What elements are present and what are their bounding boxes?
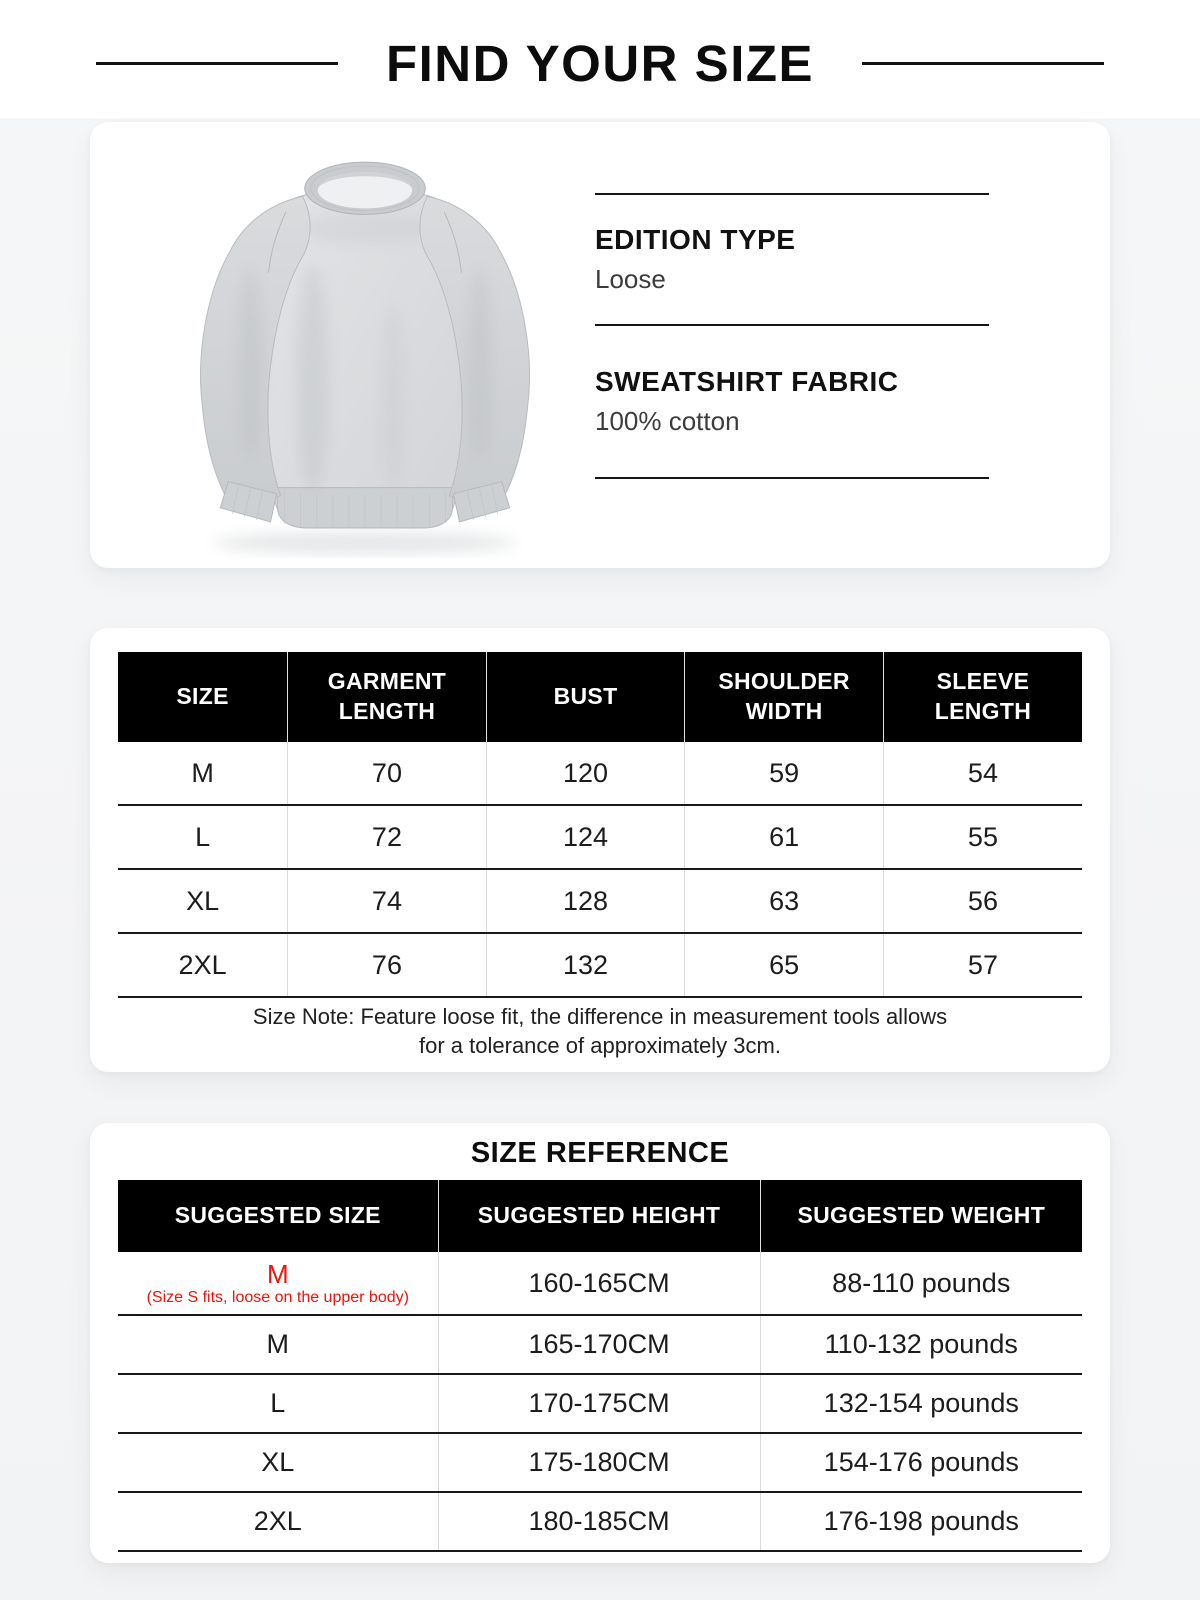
size-reference-table (118, 1180, 1082, 1552)
cell: 180-185CM (438, 1492, 760, 1551)
cell: 56 (883, 869, 1082, 933)
cell: 132 (486, 933, 685, 997)
cell: 165-170CM (438, 1315, 760, 1374)
suggested-size-value: M (266, 1258, 289, 1289)
table-row (118, 1433, 1082, 1492)
cell: 154-176 pounds (760, 1433, 1082, 1492)
cell: 2XL (118, 1492, 438, 1551)
cell: 65 (685, 933, 884, 997)
measurement-table (118, 652, 1082, 998)
cell: M (118, 1315, 438, 1374)
cell: 70 (288, 742, 487, 805)
col-header-size: SIZE (118, 652, 288, 742)
cell: 88-110 pounds (760, 1252, 1082, 1315)
table-row (118, 1492, 1082, 1551)
table-row (118, 1374, 1082, 1433)
spec-fabric (595, 365, 989, 437)
cell: 54 (883, 742, 1082, 805)
cell: 74 (288, 869, 487, 933)
cell: XL (118, 869, 288, 933)
measurement-header-row (118, 652, 1082, 742)
table-row (118, 805, 1082, 869)
suggested-size-note: (Size S fits, loose on the upper body) (146, 1288, 409, 1306)
col-header-suggested-size: SUGGESTED SIZE (118, 1180, 438, 1252)
table-row (118, 1315, 1082, 1374)
cell: L (118, 805, 288, 869)
spec-divider-middle (595, 324, 989, 326)
reference-header-row (118, 1180, 1082, 1252)
cell: 72 (288, 805, 487, 869)
size-note (90, 1002, 1110, 1060)
spec-label: SWEATSHIRT FABRIC (595, 366, 899, 397)
spec-edition-type (595, 223, 989, 295)
cell: 124 (486, 805, 685, 869)
cell: 76 (288, 933, 487, 997)
title-rule-right (862, 62, 1104, 65)
spec-divider-bottom (595, 477, 989, 479)
spec-label: EDITION TYPE (595, 224, 796, 255)
spec-value: 100% cotton (595, 406, 740, 436)
cell: 2XL (118, 933, 288, 997)
col-header-suggested-height: SUGGESTED HEIGHT (438, 1180, 760, 1252)
cell: 128 (486, 869, 685, 933)
col-header-garment-length: GARMENT LENGTH (288, 652, 487, 742)
size-reference-title: SIZE REFERENCE (470, 1137, 730, 1169)
cell: 160-165CM (438, 1252, 760, 1315)
cell: 176-198 pounds (760, 1492, 1082, 1551)
col-header-sleeve-length: SLEEVE LENGTH (883, 652, 1082, 742)
spec-value: Loose (595, 264, 666, 294)
cell: 59 (685, 742, 884, 805)
sweatshirt-image (154, 132, 576, 558)
cell: 57 (883, 933, 1082, 997)
cell: 55 (883, 805, 1082, 869)
table-row (118, 869, 1082, 933)
cell: 120 (486, 742, 685, 805)
col-header-suggested-weight: SUGGESTED WEIGHT (760, 1180, 1082, 1252)
cell: 61 (685, 805, 884, 869)
table-row (118, 933, 1082, 997)
col-header-bust: BUST (486, 652, 685, 742)
page-header (0, 0, 1200, 128)
measurement-card (90, 628, 1110, 1072)
table-row (118, 742, 1082, 805)
product-card (90, 122, 1110, 568)
size-note-line1: Size Note: Feature loose fit, the difference in measurement tools allows (252, 1004, 948, 1029)
cell: 110-132 pounds (760, 1315, 1082, 1374)
spec-divider-top (595, 193, 989, 195)
cell-size-highlighted (118, 1252, 438, 1315)
table-row (118, 1252, 1082, 1315)
cell: 170-175CM (438, 1374, 760, 1433)
cell: L (118, 1374, 438, 1433)
cell: 63 (685, 869, 884, 933)
size-note-line2: for a tolerance of approximately 3cm. (419, 1033, 781, 1058)
cell: M (118, 742, 288, 805)
cell: 132-154 pounds (760, 1374, 1082, 1433)
size-reference-card (90, 1123, 1110, 1563)
col-header-shoulder-width: SHOULDER WIDTH (685, 652, 884, 742)
cell: XL (118, 1433, 438, 1492)
cell: 175-180CM (438, 1433, 760, 1492)
page-title: FIND YOUR SIZE (385, 35, 815, 92)
